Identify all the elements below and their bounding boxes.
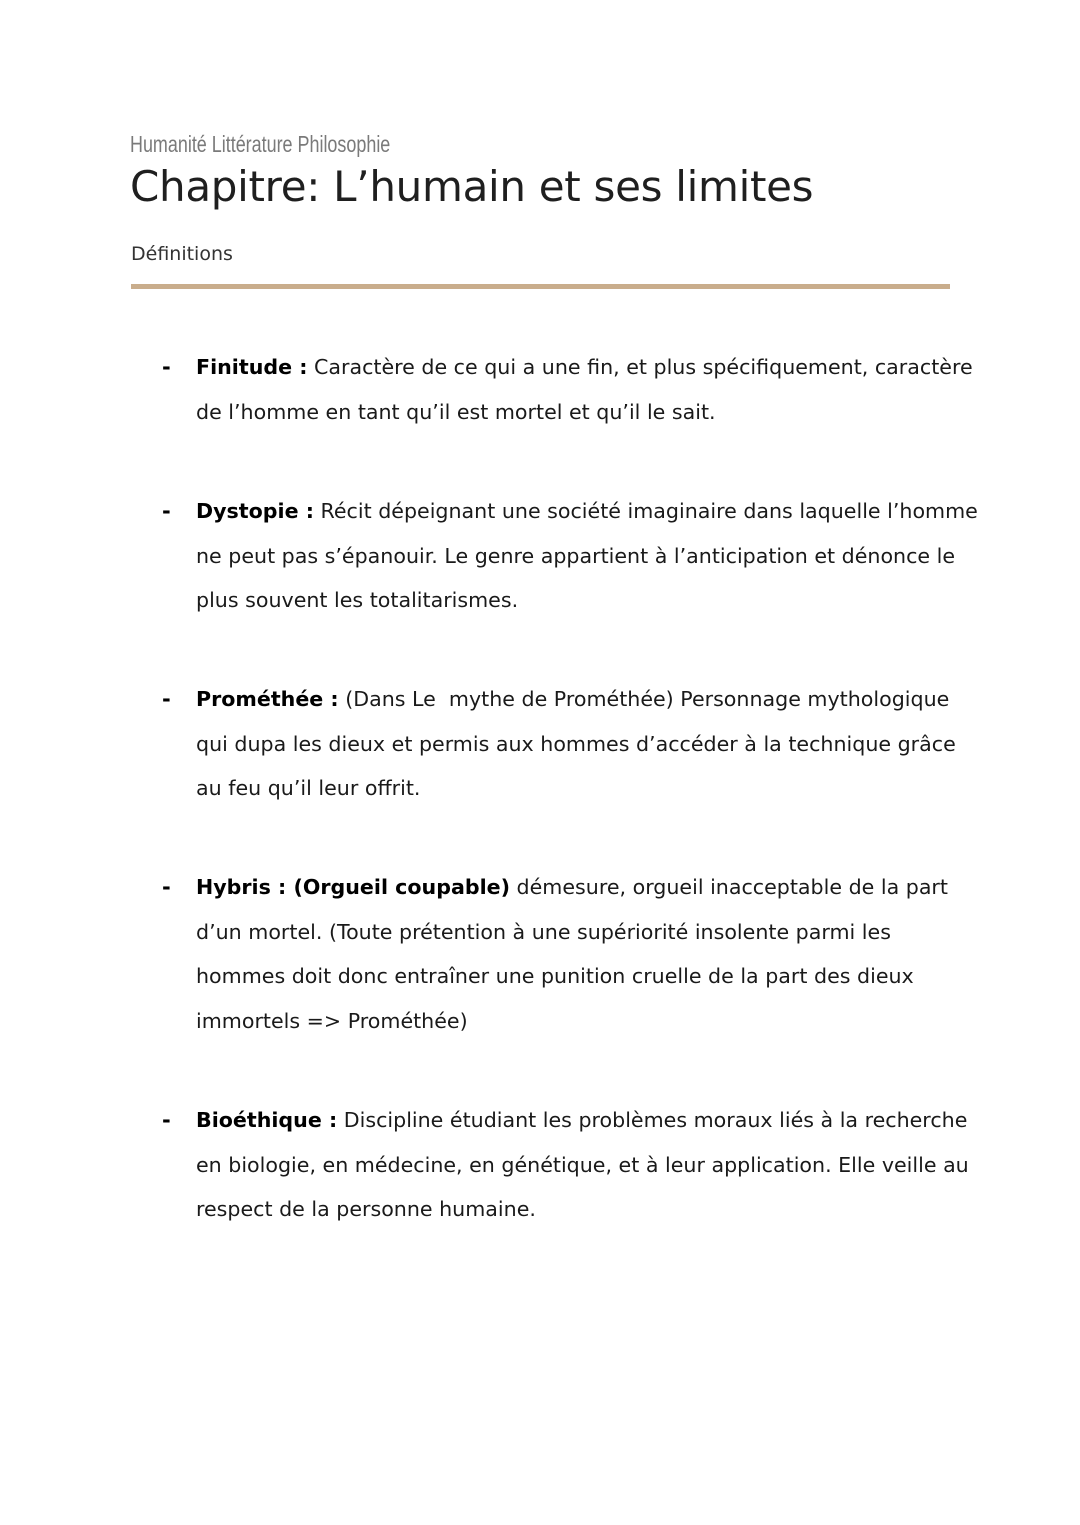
definition-line: au feu qu’il leur offrit. bbox=[196, 776, 421, 800]
definition-text bbox=[196, 489, 978, 623]
bullet-dash: - bbox=[162, 687, 171, 711]
divider-rule bbox=[131, 284, 950, 289]
subject-label: Humanité Littérature Philosophie bbox=[130, 131, 391, 157]
definition-line bbox=[196, 1098, 968, 1143]
definition-line bbox=[196, 489, 978, 534]
bullet-dash: - bbox=[162, 499, 171, 523]
section-heading: Définitions bbox=[131, 243, 233, 265]
definition-line: qui dupa les dieux et permis aux hommes d’accéder à la technique grâce bbox=[196, 731, 956, 756]
definition-line bbox=[196, 677, 956, 722]
definition-line bbox=[196, 865, 956, 910]
definition-line-text: démesure, orgueil inacceptable de la part bbox=[510, 875, 948, 899]
definition-term: Dystopie : bbox=[196, 499, 314, 523]
definition-line: respect de la personne humaine. bbox=[196, 1197, 536, 1221]
definition-line: hommes doit donc entraîner une punition cruelle de la part des dieux bbox=[196, 964, 914, 988]
bullet-dash: - bbox=[162, 1108, 171, 1132]
definition-line: de l’homme en tant qu’il est mortel et qu’il le sait. bbox=[196, 399, 716, 424]
definition-term: Bioéthique : bbox=[196, 1108, 338, 1132]
bullet-dash: - bbox=[162, 355, 171, 379]
definition-text bbox=[196, 865, 956, 1043]
definition-line-text: (Dans Le mythe de Prométhée) Personnage mythologique bbox=[338, 687, 950, 711]
page-title: Chapitre: L’humain et ses limites bbox=[130, 162, 814, 211]
bullet-dash: - bbox=[162, 875, 171, 899]
definition-term: Finitude : bbox=[196, 355, 308, 379]
definition-line: ne peut pas s’épanouir. Le genre appartient à l’anticipation et dénonce le bbox=[196, 543, 956, 568]
definition-line-text: Récit dépeignant une société imaginaire dans laquelle l’homme bbox=[313, 499, 978, 523]
definition-line: d’un mortel. (Toute prétention à une supériorité insolente parmi les bbox=[196, 919, 891, 944]
definition-line-text: Caractère de ce qui a une fin, et plus spécifiquement, caractère bbox=[307, 355, 973, 379]
definition-line: immortels => Prométhée) bbox=[196, 1008, 468, 1033]
definition-line-text: Discipline étudiant les problèmes moraux liés à la recherche bbox=[337, 1108, 968, 1132]
definition-text bbox=[196, 677, 956, 811]
definition-term: Prométhée : bbox=[196, 687, 339, 711]
definition-line: en biologie, en médecine, en génétique, et à leur application. Elle veille au bbox=[196, 1152, 969, 1177]
definition-term: Hybris : (Orgueil coupable) bbox=[196, 875, 511, 899]
definition-text bbox=[196, 345, 973, 434]
definition-line bbox=[196, 345, 973, 390]
definition-text bbox=[196, 1098, 969, 1232]
definition-line: plus souvent les totalitarismes. bbox=[196, 588, 519, 612]
